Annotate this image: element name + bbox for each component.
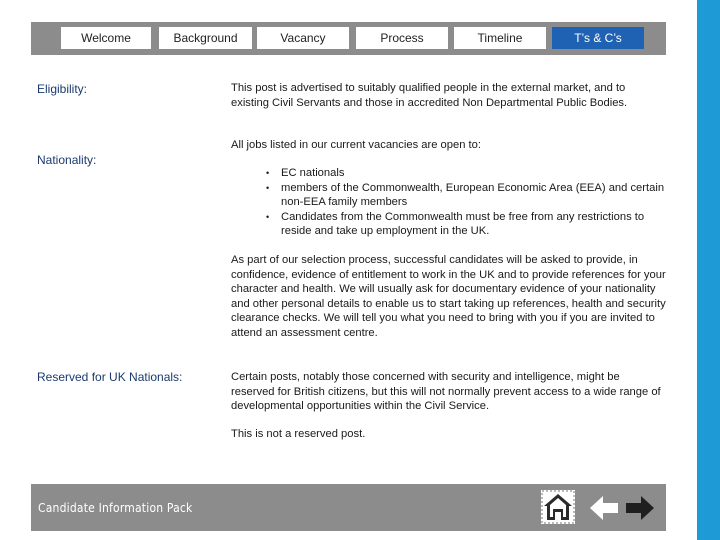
list-item: • members of the Commonwealth, European Economic Area (EEA) and certain non-EEA family members: [266, 181, 665, 208]
bullet-icon: •: [266, 182, 270, 193]
nationality-bullet-list: [266, 166, 666, 239]
reserved-paragraph: Certain posts, notably those concerned with security and intelligence, might be reserved for British citizens, but this will not normally prevent access to a wide range of developmental opportunities within the Civil Service.: [231, 371, 661, 412]
top-nav-bar: [31, 22, 666, 55]
footer-bar: [31, 484, 666, 531]
selection-process-paragraph: As part of our selection process, successful candidates will be asked to provide, in confidence, evidence of entitlement to work in the UK and to provide references for your character and health. We will usually ask for documentary evidence of your nationality and other personal details to enable us to start taking up references, health and security clearance checks. We will tell you what you need to bring with you if you are invited to attend an assessment centre.: [231, 254, 666, 339]
side-accent-strip: [697, 0, 720, 540]
back-button[interactable]: [588, 494, 620, 522]
bullet-icon: •: [266, 211, 270, 222]
list-item: • Candidates from the Commonwealth must be free from any restrictions to reside and take up employment in the UK.: [266, 210, 645, 237]
tab-welcome[interactable]: Welcome: [61, 27, 151, 49]
open-to-paragraph: All jobs listed in our current vacancies are open to:: [231, 139, 481, 151]
tab-timeline[interactable]: Timeline: [454, 27, 546, 49]
arrow-left-icon: [588, 494, 620, 522]
home-button[interactable]: [541, 490, 575, 524]
tab-process[interactable]: Process: [356, 27, 448, 49]
tab-vacancy[interactable]: Vacancy: [257, 27, 349, 49]
reserved-status-text: This is not a reserved post.: [231, 428, 366, 440]
home-icon: [541, 490, 575, 524]
eligibility-label: Eligibility:: [37, 82, 88, 96]
tab-background[interactable]: Background: [159, 27, 252, 49]
arrow-right-icon: [624, 494, 656, 522]
list-item: • EC nationals: [266, 167, 345, 179]
reserved-label: Reserved for UK Nationals:: [37, 370, 183, 384]
nationality-label: Nationality:: [37, 153, 97, 167]
eligibility-paragraph: This post is advertised to suitably qualified people in the external market, and to existing Civil Servants and those in accredited Non Departmental Public Bodies.: [231, 82, 628, 109]
bullet-icon: •: [266, 168, 270, 178]
next-button[interactable]: [624, 494, 656, 522]
tab-ts-and-cs[interactable]: T’s & C’s: [552, 27, 644, 49]
footer-title: Candidate Information Pack: [38, 501, 193, 515]
